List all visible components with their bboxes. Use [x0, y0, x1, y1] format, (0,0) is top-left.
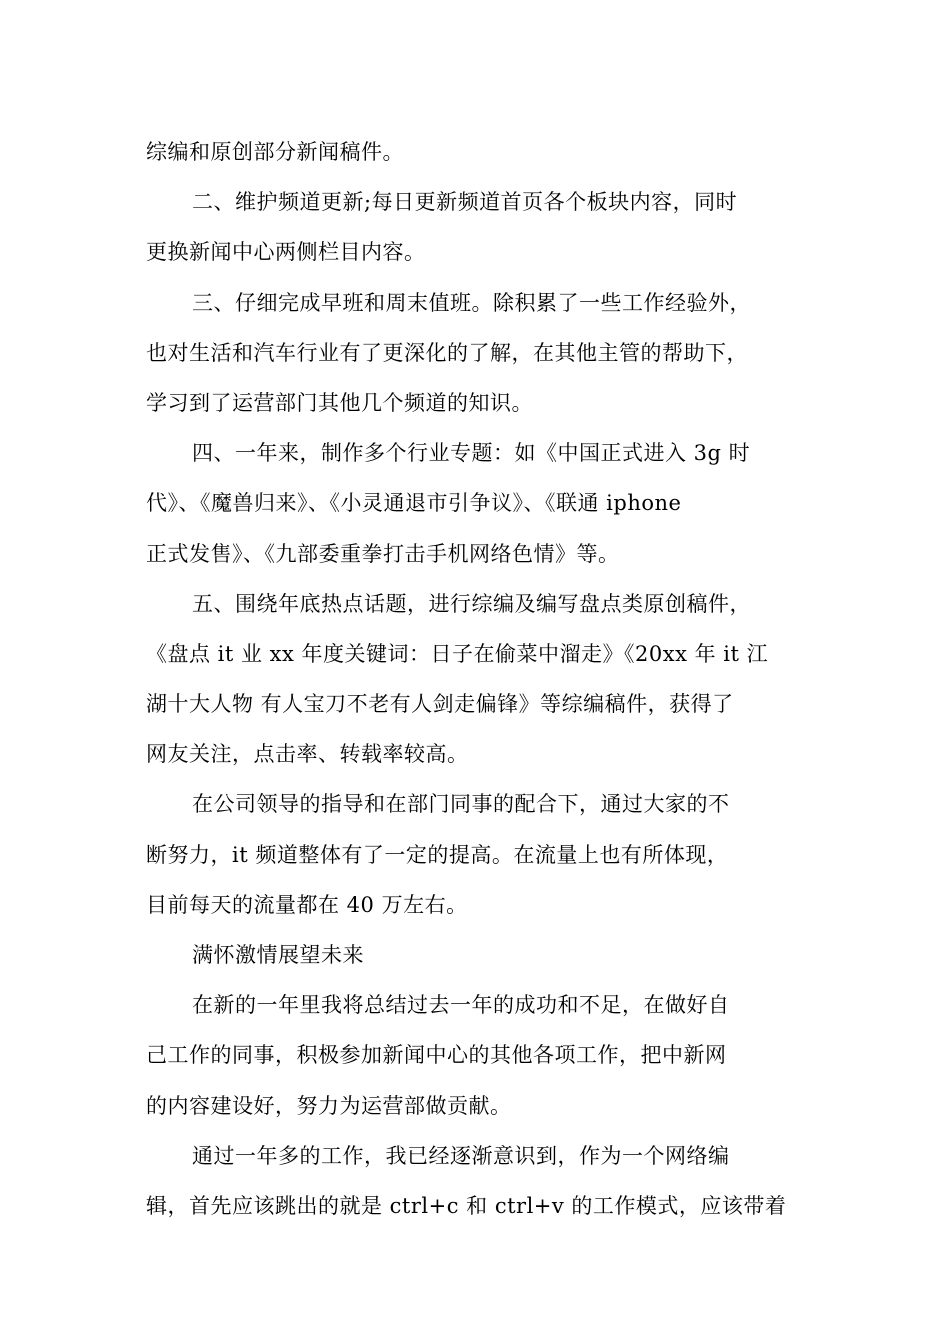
- text-line: 己工作的同事，积极参加新闻中心的其他各项工作，把中新网: [146, 1043, 727, 1068]
- text-line: 五、围绕年底热点话题，进行综编及编写盘点类原创稿件，: [192, 591, 751, 616]
- text-line: 也对生活和汽车行业有了更深化的了解，在其他主管的帮助下，: [146, 340, 748, 365]
- text-line: 湖十大人物 有人宝刀不老有人剑走偏锋》等综编稿件，获得了: [146, 692, 734, 717]
- text-line: 更换新闻中心两侧栏目内容。: [146, 240, 426, 265]
- text-line: 目前每天的流量都在 40 万左右。: [146, 892, 468, 917]
- document-body: [146, 127, 811, 1231]
- text-line: 代》、《魔兽归来》、《小灵通退市引争议》、《联通 iphone: [146, 491, 682, 516]
- text-line: 综编和原创部分新闻稿件。: [146, 140, 404, 164]
- text-line: 二、维护频道更新;每日更新频道首页各个板块内容，同时: [192, 190, 738, 215]
- text-line: 《盘点 it 业 xx 年度关键词：日子在偷菜中溜走》《20xx 年 it 江: [146, 641, 769, 666]
- text-line: 断努力，it 频道整体有了一定的提高。在流量上也有所体现，: [146, 842, 729, 867]
- text-line: 在公司领导的指导和在部门同事的配合下，通过大家的不: [192, 792, 730, 817]
- section-heading: 满怀激情展望未来: [192, 943, 364, 967]
- text-line: 三、仔细完成早班和周末值班。除积累了一些工作经验外，: [192, 290, 751, 315]
- text-line: 四、一年来，制作多个行业专题：如《中国正式进入 3g 时: [192, 441, 751, 466]
- text-line: 辑，首先应该跳出的就是 ctrl+c 和 ctrl+v 的工作模式，应该带着: [146, 1193, 787, 1218]
- text-line: 网友关注，点击率、转载率较高。: [146, 742, 469, 767]
- text-line: 通过一年多的工作，我已经逐渐意识到，作为一个网络编: [192, 1143, 730, 1168]
- text-line: 的内容建设好，努力为运营部做贡献。: [146, 1093, 512, 1118]
- text-line: 学习到了运营部门其他几个频道的知识。: [146, 390, 533, 415]
- text-line: 在新的一年里我将总结过去一年的成功和不足，在做好自: [192, 993, 730, 1018]
- text-line: 正式发售》、《九部委重拳打击手机网络色情》等。: [146, 541, 620, 566]
